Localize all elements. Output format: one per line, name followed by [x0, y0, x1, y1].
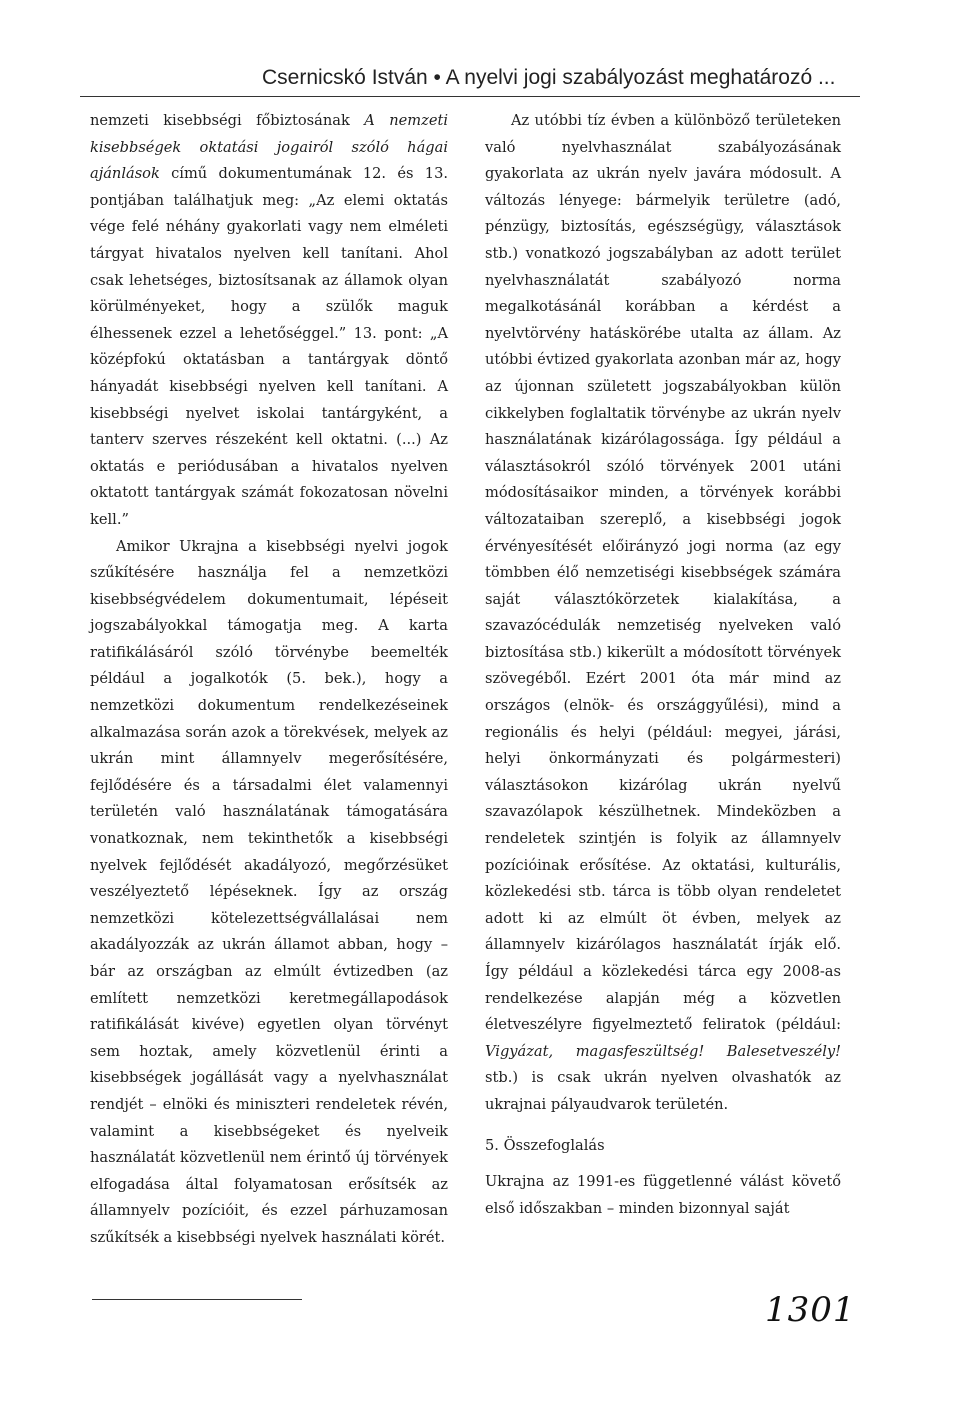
- footnote-rule: [92, 1299, 302, 1300]
- right-p1-text-end: stb.) is csak ukrán nyelven olvashatók az ukrajnai pályaudvarok területén.: [485, 1069, 841, 1113]
- left-column: [90, 108, 448, 1252]
- header-rule: [80, 96, 860, 97]
- sign-examples-italic: Vigyázat, magasfeszültség! Balesetveszély!: [485, 1042, 841, 1060]
- right-paragraph-1: [485, 108, 841, 1119]
- left-p1-text-start: nemzeti kisebbségi főbiztosának: [90, 112, 365, 129]
- right-column: [485, 108, 841, 1222]
- document-title-italic: A nemzeti kisebbségek oktatási jogairól szóló hágai ajánlások: [90, 112, 448, 183]
- running-head: Csernicskó István • A nyelvi jogi szabályozást meghatározó ...: [262, 66, 836, 89]
- left-paragraph-2: Amikor Ukrajna a kisebbségi nyelvi jogok szűkítésére használja fel a nemzetközi kisebbségvédelem dokumentumait, lépéseit jogszabályokkal támogatja meg. A karta ratifikálásáról szóló törvénybe beemelték például a jogalkotók (5. bek.), hogy a nemzetközi dokumentum rendelkezéseinek alkalmazása során azok a törekvések, melyek az ukrán mint államnyelv megerősítésére, fejlődésére és a társadalmi élet valamennyi területén való használatának támogatására vonatkoznak, nem tekinthetők a kisebbségi nyelvek fejlődését akadályozó, megőrzésüket veszélyeztető lépéseknek. Így az ország nemzetközi kötelezettségvállalásai nem akadályozzák az ukrán államot abban, hogy – bár az országban az elmúlt évtizedben (az említett nemzetközi keretmegállapodások ratifikálását kivéve) egyetlen olyan törvényt sem hoztak, amely közvetlenül érinti a kisebbségek jogállását vagy a nyelvhasználat rendjét – elnöki és miniszteri rendeletek révén, valamint a kisebbségeket és nyelveik használatát közvetlenül nem érintő új törvények elfogadása által folyamatosan erősítsék az államnyelv pozícióit, és ezzel párhuzamosan szűkítsék a kisebbségi nyelvek használati körét.: [90, 537, 448, 1246]
- left-p1-text-end: című dokumentumának 12. és 13. pontjában találhatjuk meg: „Az elemi oktatás vége felé néhány gyakorlati vagy nem elméleti tárgyat hivatalos nyelven kell tanítani. Ahol csak lehetséges, biztosítsanak az államok olyan körülményeket, hogy a szülők maguk élhessenek ezzel a lehetőséggel.” 13. pont: „A középfokú oktatásban a tantárgyak döntő hányadát kisebbségi nyelven kell tanítani. A kisebbségi nyelvet iskolai tantárgyként, a tanterv szerves részeként kell oktatni. (...) Az oktatás e periódusában a hivatalos nyelven oktatott tantárgyak számát fokozatosan növelni kell.”: [90, 165, 448, 528]
- right-p1-text-start: Az utóbbi tíz évben a különböző területeken való nyelvhasználat szabályozásának gyakorlata az ukrán nyelv javára módosult. A változás lényege: bármelyik területre (adó, pénzügy, biztosítás, egészségügy, választások stb.) vonatkozó jogszabályban az adott terület nyelvhasználatát szabályozó norma megalkotásánál korábban a kérdést a nyelvtörvény hatáskörébe utalta az állam. Az utóbbi évtized gyakorlata azonban már az, hogy az újonnan született jogszabályokban külön cikkelyben foglaltatik törvénybe az ukrán nyelv használatának kizárólagossága. Így például a választásokról szóló törvények 2001 utáni módosításaikor minden, a törvények korábbi változataiban szereplő, a kisebbségi jogok érvényesítését előirányzó jogi norma (az egy tömbben élő nemzetiségi kisebbségek számára saját választókörzetek kialakítása, a szavazócédulák nemzetiség nyelveken való biztosítása stb.) kikerült a módosított törvények szövegéből. Ezért 2001 óta már mind az országos (elnök- és országgyűlési), mind a regionális és helyi (például: megyei, járási, helyi önkormányzati és polgármesteri) választásokon kizárólag ukrán nyelvű szavazólapok készülhetnek. Mindeközben a rendeletek szintjén is folyik az államnyelv pozícióinak erősítése. Az oktatási, kulturális, közlekedési stb. tárca is több olyan rendeletet adott ki az elmúlt öt évben, melyek az államnyelv kizárólagos használatát írják elő. Így például a közlekedési tárca egy 2008-as rendelkezése alapján még a közvetlen életveszélyre figyelmeztető feliratok (például:: [485, 112, 841, 1034]
- section-heading: 5. Összefoglalás: [485, 1136, 605, 1154]
- right-paragraph-2: Ukrajna az 1991-es függetlenné válást követő első időszakban – minden bizonnyal saját: [485, 1173, 841, 1217]
- page-number: 1301: [765, 1290, 856, 1330]
- left-paragraph-1: [90, 108, 448, 534]
